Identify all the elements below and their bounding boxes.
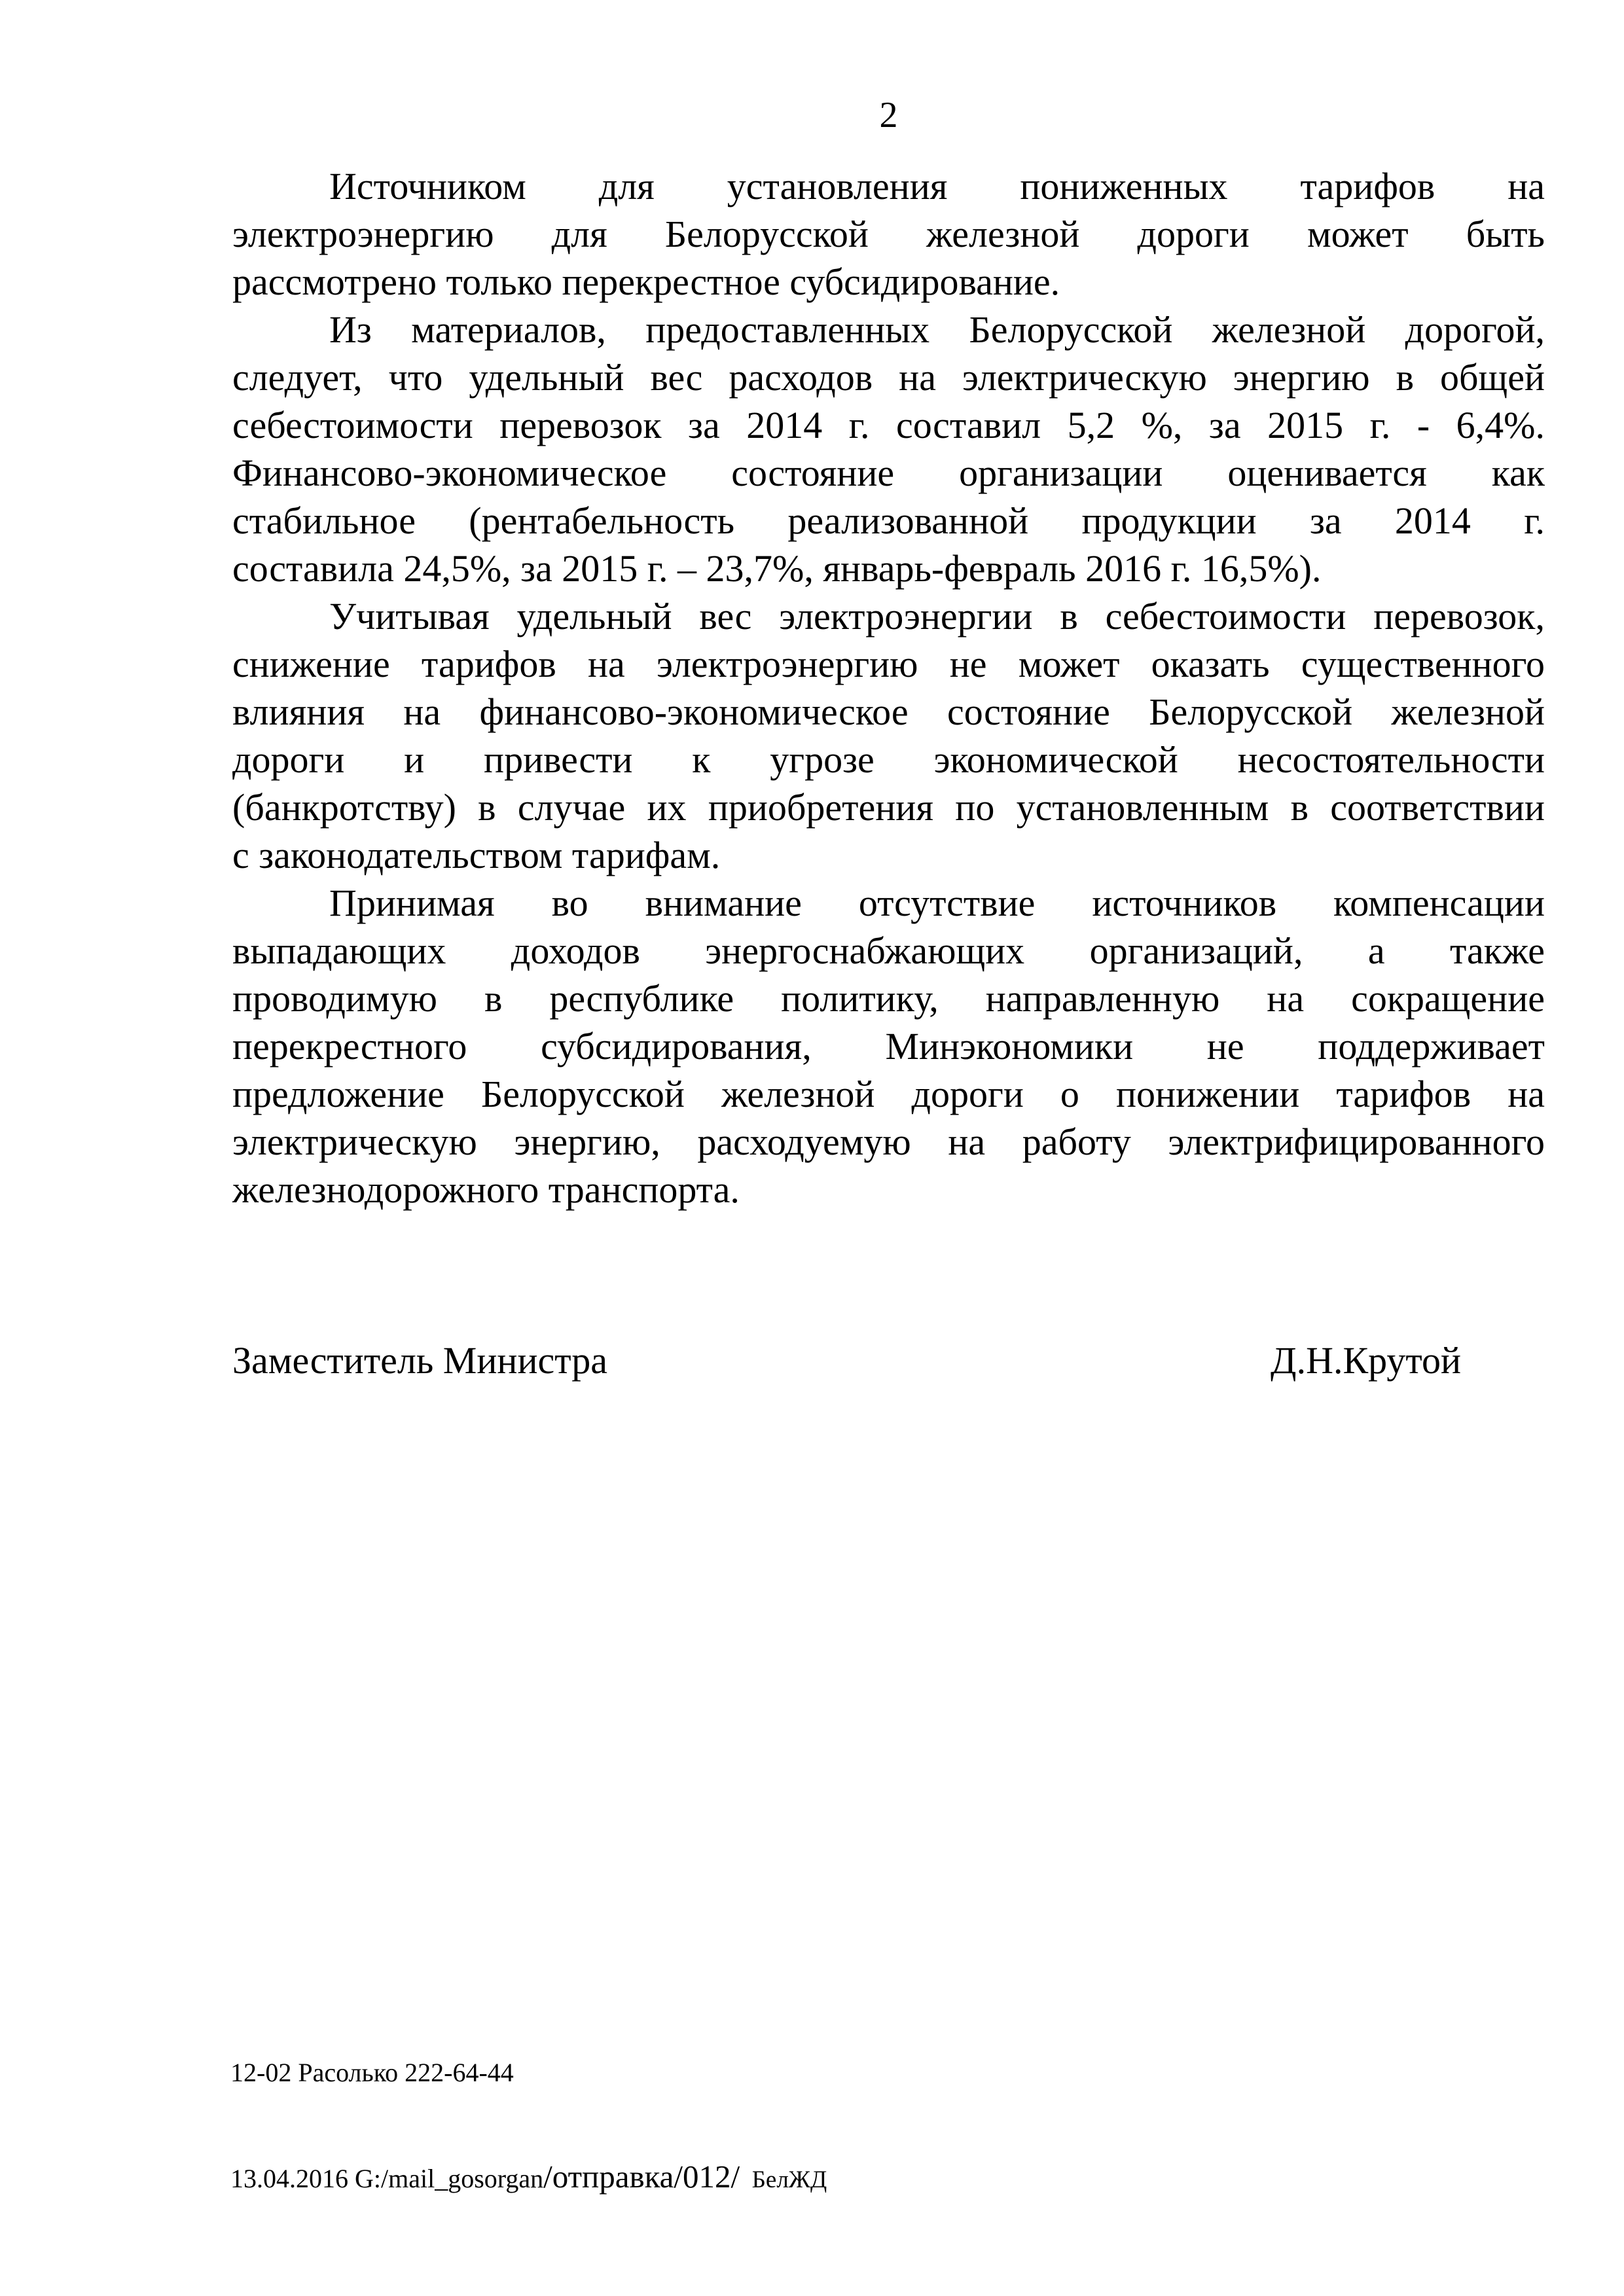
text-line: следует, что удельный вес расходов на электрическую энергию в общей [232, 356, 1545, 399]
page-number: 2 [879, 95, 898, 135]
text-line: проводимую в республике политику, направленную на сокращение [232, 977, 1545, 1020]
text-line: себестоимости перевозок за 2014 г. составил 5,2 %, за 2015 г. - 6,4%. [232, 404, 1545, 446]
text-line: выпадающих доходов энергоснабжающих организаций, а также [232, 929, 1545, 972]
text-line: Принимая во внимание отсутствие источников компенсации [329, 882, 1545, 924]
signature-row [232, 1336, 1545, 1384]
footer-executor-line: 12-02 Расолько 222-64-44 [230, 2058, 514, 2087]
text-line: предложение Белорусской железной дороги о понижении тарифов на [232, 1073, 1545, 1115]
footer-date-path: 13.04.2016 G:/mail_gosorgan [230, 2164, 544, 2193]
footer-file-line [230, 2159, 827, 2197]
text-line: Учитывая удельный вес электроэнергии в себестоимости перевозок, [329, 595, 1545, 637]
paragraph [232, 592, 1545, 879]
text-line: рассмотрено только перекрестное субсидирование. [232, 260, 1060, 303]
signature-title: Заместитель Министра [232, 1339, 608, 1382]
footer [230, 1986, 827, 2267]
paragraph [232, 162, 1545, 306]
text-line: Источником для установления пониженных тарифов на [329, 165, 1545, 207]
text-line: электрическую энергию, расходуемую на работу электрифицированного [232, 1121, 1545, 1163]
text-line: дороги и привести к угрозе экономической несостоятельности [232, 738, 1545, 781]
signature-name: Д.Н.Крутой [1271, 1339, 1461, 1382]
footer-path-segment: /отправка/012/ [543, 2159, 740, 2195]
text-line: Из материалов, предоставленных Белорусской железной дорогой, [329, 308, 1545, 351]
paragraph [232, 879, 1545, 1213]
text-line: составила 24,5%, за 2015 г. – 23,7%, январь-февраль 2016 г. 16,5%). [232, 547, 1322, 590]
text-line: стабильное (рентабельность реализованной продукции за 2014 г. [232, 499, 1545, 542]
paragraph [232, 306, 1545, 592]
text-line: железнодорожного транспорта. [232, 1168, 740, 1211]
text-line: снижение тарифов на электроэнергию не может оказать существенного [232, 643, 1545, 685]
text-line: перекрестного субсидирования, Минэкономики не поддерживает [232, 1025, 1545, 1067]
text-line: с законодательством тарифам. [232, 834, 721, 876]
text-line: электроэнергию для Белорусской железной дороги может быть [232, 213, 1545, 255]
text-line: влияния на финансово-экономическое состояние Белорусской железной [232, 691, 1545, 733]
text-line: Финансово-экономическое состояние организации оценивается как [232, 452, 1545, 494]
footer-doc-label: БелЖД [740, 2166, 827, 2193]
text-line: (банкротству) в случае их приобретения по установленным в соответствии [232, 786, 1545, 829]
document-body [232, 162, 1545, 1213]
